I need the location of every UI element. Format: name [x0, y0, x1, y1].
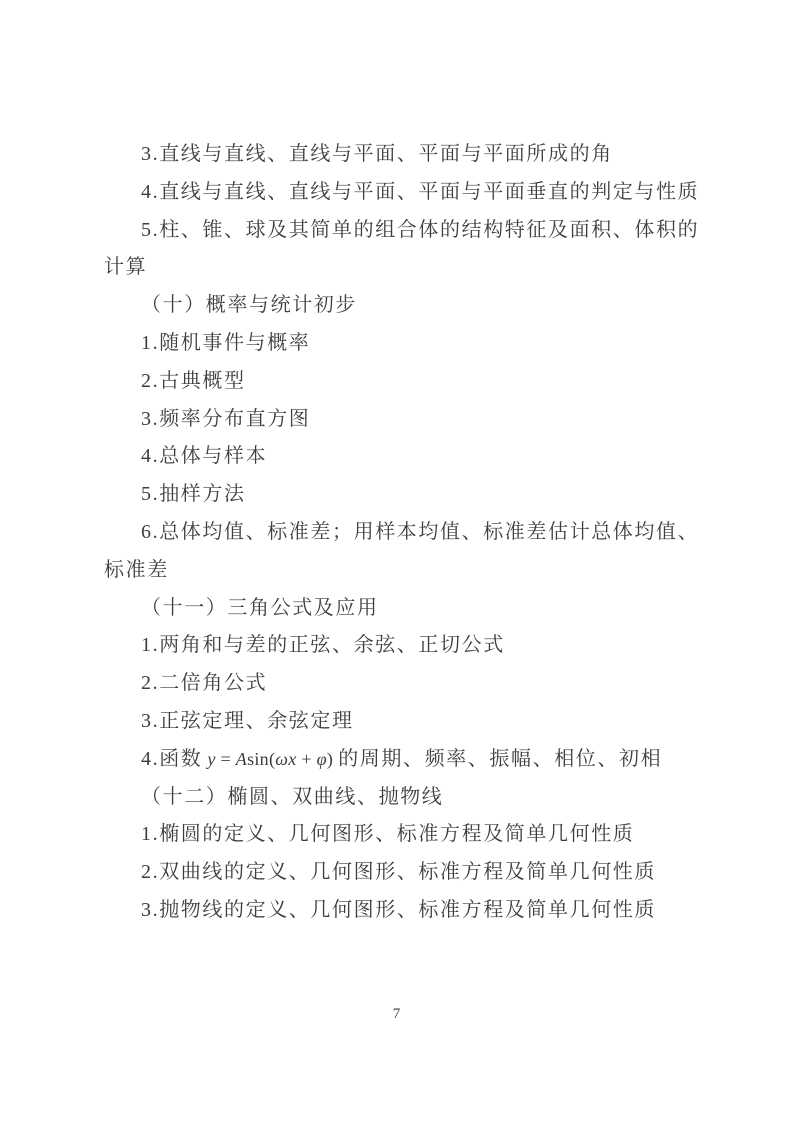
list-item-line: 4.总体与样本 [141, 445, 268, 468]
continuation-line: 计算 [104, 256, 148, 279]
list-item-line: 1.随机事件与概率 [141, 331, 311, 354]
list-item-line: 6.总体均值、标准差；用样本均值、标准差估计总体均值、 [141, 520, 700, 543]
page-footer [0, 1004, 793, 1024]
section-heading: （十一）三角公式及应用 [141, 596, 379, 619]
sine-function-formula: y = Asin(ωx + φ) [207, 748, 334, 769]
formula-line [104, 741, 704, 779]
continuation-line: 标准差 [104, 558, 169, 581]
page-number: 7 [392, 1006, 401, 1022]
list-item-line: 2.双曲线的定义、几何图形、标准方程及简单几何性质 [141, 861, 656, 884]
list-item-line: 1.两角和与差的正弦、余弦、正切公式 [141, 634, 505, 657]
list-item-line: 1.椭圆的定义、几何图形、标准方程及简单几何性质 [141, 823, 635, 846]
section-heading: （十二）椭圆、双曲线、抛物线 [141, 785, 444, 808]
list-item-line: 4.直线与直线、直线与平面、平面与平面垂直的判定与性质 [141, 180, 700, 203]
formula-prefix: 4.函数 [141, 747, 203, 770]
list-item-line: 3.直线与直线、直线与平面、平面与平面所成的角 [141, 143, 613, 165]
list-item-line: 5.柱、锥、球及其简单的组合体的结构特征及面积、体积的 [141, 218, 700, 241]
list-item-line: 2.二倍角公式 [141, 672, 268, 695]
formula-suffix: 的周期、频率、振幅、相位、初相 [338, 747, 663, 770]
list-item-line: 3.正弦定理、余弦定理 [141, 709, 354, 732]
list-item-line: 5.抽样方法 [141, 483, 246, 506]
list-item-line: 3.频率分布直方图 [141, 407, 311, 430]
document-body [104, 136, 704, 930]
list-item-line: 2.古典概型 [141, 369, 246, 392]
section-heading: （十）概率与统计初步 [141, 294, 357, 317]
list-item-line: 3.抛物线的定义、几何图形、标准方程及简单几何性质 [141, 898, 656, 921]
